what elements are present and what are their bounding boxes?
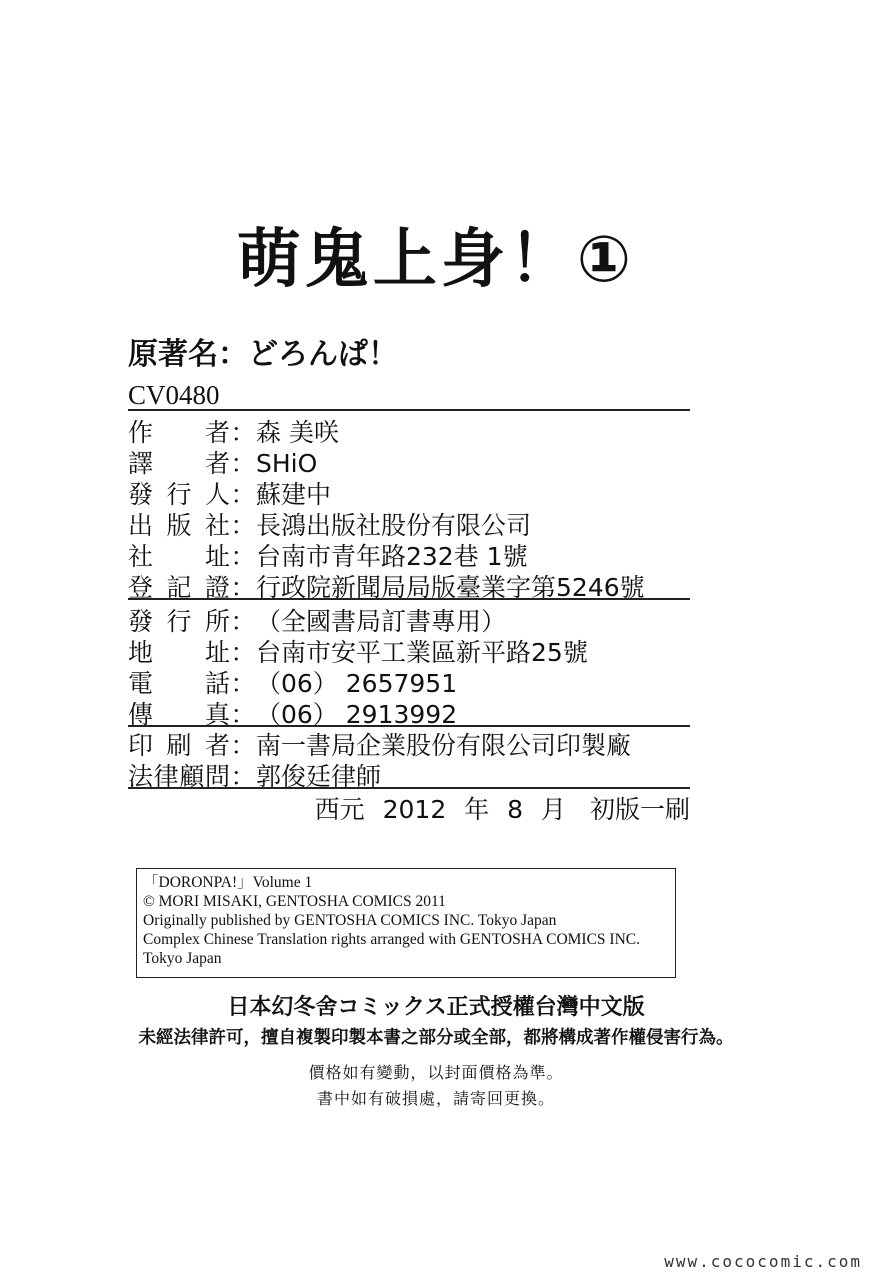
credit-value: 台南市安平工業區新平路25號 bbox=[256, 638, 588, 667]
credit-colon: ： bbox=[230, 669, 256, 698]
authorization-line: 日本幻冬舍コミックス正式授權台灣中文版 bbox=[227, 995, 645, 1020]
edition-date bbox=[315, 790, 690, 826]
credit-colon: ： bbox=[230, 418, 256, 447]
copyright-line: 「DORONPA!」Volume 1 bbox=[143, 874, 313, 891]
divider bbox=[128, 409, 690, 411]
credit-label: 發行人 bbox=[128, 480, 230, 509]
credit-row bbox=[128, 478, 331, 512]
copyright-line: © MORI MISAKI, GENTOSHA COMICS 2011 bbox=[143, 893, 446, 910]
divider bbox=[128, 787, 690, 789]
credit-label: 作者 bbox=[128, 418, 230, 447]
catalog-code: CV0480 bbox=[128, 380, 220, 410]
credit-row bbox=[128, 509, 531, 543]
damage-note: 書中如有破損處，請寄回更換。 bbox=[316, 1089, 555, 1108]
divider bbox=[128, 725, 690, 727]
credit-label: 法律顧問 bbox=[128, 762, 230, 791]
credit-row bbox=[128, 416, 339, 450]
credit-label: 出版社 bbox=[128, 511, 230, 540]
credit-row bbox=[128, 729, 631, 763]
credit-colon: ： bbox=[230, 607, 256, 636]
credit-label: 傳真 bbox=[128, 700, 230, 729]
edition-month-unit: 月 bbox=[541, 795, 567, 824]
credit-row bbox=[128, 605, 506, 639]
credit-colon: ： bbox=[230, 542, 256, 571]
credit-row bbox=[128, 667, 457, 701]
credit-label: 發行所 bbox=[128, 607, 230, 636]
credit-value: 南一書局企業股份有限公司印製廠 bbox=[256, 731, 632, 760]
legal-warning: 未經法律許可，擅自複製印製本書之部分或全部，都將構成著作權侵害行為。 bbox=[138, 1028, 734, 1048]
watermark-url: www.cococomic.com bbox=[664, 1252, 862, 1271]
credit-label: 印刷者 bbox=[128, 731, 230, 760]
credit-colon: ： bbox=[230, 762, 256, 791]
credit-colon: ： bbox=[230, 449, 256, 478]
credit-value: 行政院新聞局局版臺業字第5246號 bbox=[256, 573, 645, 602]
credit-value: 長鴻出版社股份有限公司 bbox=[256, 511, 532, 540]
credit-label: 地址 bbox=[128, 638, 230, 667]
credit-row bbox=[128, 636, 588, 670]
copyright-box bbox=[136, 868, 676, 978]
credit-colon: ： bbox=[230, 700, 256, 729]
edition-printing: 初版一刷 bbox=[589, 795, 690, 824]
credit-value: SHiO bbox=[256, 449, 318, 478]
divider bbox=[128, 598, 690, 600]
credit-value: 森 美咲 bbox=[256, 418, 339, 447]
credit-label: 登記證 bbox=[128, 573, 230, 602]
credit-value: 蘇建中 bbox=[256, 480, 332, 509]
credit-value: （06） 2657951 bbox=[256, 669, 458, 698]
credit-value: （06） 2913992 bbox=[256, 700, 458, 729]
credit-colon: ： bbox=[230, 573, 256, 602]
copyright-line: Originally published by GENTOSHA COMICS INC. Tokyo Japan bbox=[143, 912, 557, 929]
credit-label: 電話 bbox=[128, 669, 230, 698]
credit-label: 譯者 bbox=[128, 449, 230, 478]
original-title: 原著名：どろんぱ！ bbox=[128, 337, 398, 372]
credit-value: （全國書局訂書專用） bbox=[256, 607, 507, 636]
credit-colon: ： bbox=[230, 638, 256, 667]
price-note: 價格如有變動，以封面價格為準。 bbox=[308, 1063, 564, 1082]
edition-month: 8 bbox=[507, 795, 524, 824]
copyright-line: Complex Chinese Translation rights arranged with GENTOSHA COMICS INC. bbox=[143, 931, 640, 948]
credit-colon: ： bbox=[230, 731, 256, 760]
credit-colon: ： bbox=[230, 511, 256, 540]
edition-era: 西元 bbox=[314, 795, 365, 824]
credit-value: 台南市青年路232巷 1號 bbox=[256, 542, 528, 571]
copyright-line: Tokyo Japan bbox=[143, 950, 222, 967]
credit-colon: ： bbox=[230, 480, 256, 509]
edition-year: 2012 bbox=[382, 795, 447, 824]
credit-row bbox=[128, 447, 317, 481]
credit-row bbox=[128, 540, 528, 574]
credit-label: 社址 bbox=[128, 542, 230, 571]
edition-year-unit: 年 bbox=[464, 795, 490, 824]
credit-value: 郭俊廷律師 bbox=[256, 762, 382, 791]
book-title: 萌鬼上身！① bbox=[236, 223, 636, 297]
